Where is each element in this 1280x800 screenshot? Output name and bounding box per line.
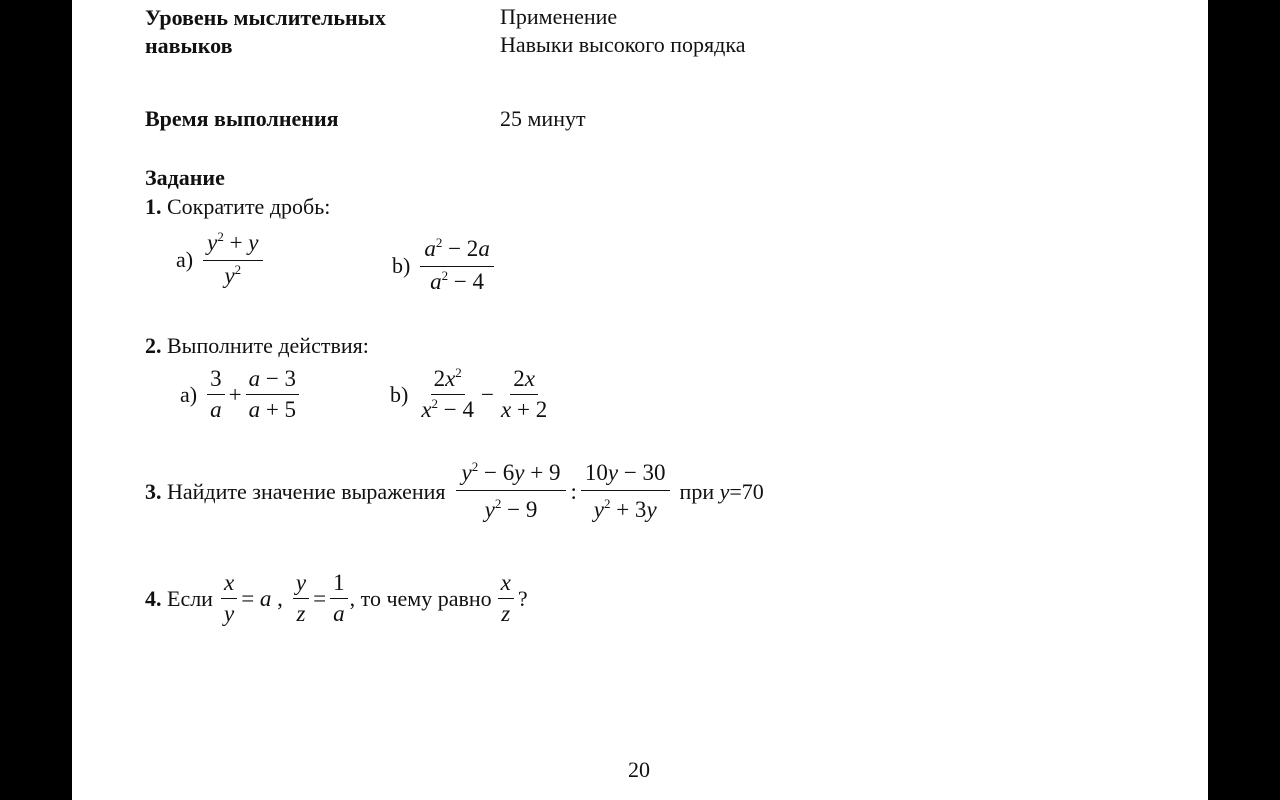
fraction: $\frac{a^2 - 2a}{a^2 - 4}$ — [420, 236, 493, 295]
fraction: $\frac{x}{z}$ — [498, 570, 514, 627]
question-2b: b) $\frac{2x^2}{x^2 - 4}$ − $\frac{2x}{x + 2}$ — [390, 366, 550, 423]
time-label: Время выполнения — [145, 106, 339, 131]
skill-level-label: Уровень мыслительных навыков — [145, 5, 386, 58]
fraction: $\frac{a - 3}{a + 5}$ — [246, 366, 299, 423]
question-3-suffix: при y=70 — [679, 478, 764, 504]
document-page — [72, 0, 1208, 800]
skill-level-value: Применение Навыки высокого порядка — [500, 4, 746, 57]
fraction: $\frac{1}{a}$ — [330, 570, 348, 627]
question-4-text: 4. Если — [145, 585, 213, 611]
question-2-text: 2. Выполните действия: — [145, 333, 369, 358]
question-1b — [392, 236, 494, 295]
item-label: a) — [176, 246, 194, 272]
question-4-middle: , то чему равно — [349, 585, 492, 611]
question-1a — [176, 230, 263, 289]
item-label: a) — [180, 381, 198, 407]
page-number: 20 — [628, 757, 650, 782]
question-2a: a) $\frac{3}{a}$ + $\frac{a - 3}{a + 5}$ — [180, 366, 299, 423]
task-heading: Задание — [145, 165, 225, 190]
fraction: $\frac{2x}{x + 2}$ — [501, 366, 548, 422]
fraction: $\frac{3}{a}$ — [207, 366, 225, 423]
fraction: $\frac{y}{z}$ — [293, 570, 309, 627]
item-label: b) — [390, 381, 409, 407]
fraction: $\frac{x}{y}$ — [221, 570, 237, 627]
question-3: 3. Найдите значение выражения $\frac{y^2 - 6y + 9}{y^2 - 9}$ : $\frac{10y - 30}{y^2 + 3y}$ при y=70 — [145, 459, 764, 522]
question-4-end: ? — [517, 585, 528, 611]
fraction: $\frac{y^2 - 6y + 9}{y^2 - 9}$ — [456, 460, 567, 523]
item-label: b) — [392, 252, 411, 278]
fraction: $\frac{y^2 + y}{y^2}$ — [203, 230, 262, 289]
fraction: $\frac{2x^2}{x^2 - 4}$ — [421, 365, 475, 422]
fraction: $\frac{10y - 30}{y^2 + 3y}$ — [581, 460, 670, 523]
question-4: 4. Если $\frac{x}{y}$ = a , $\frac{y}{z}$ = $\frac{1}{a}$ , то чему равно $\frac{x}{z}$ ? — [145, 570, 528, 626]
question-3-text: 3. Найдите значение выражения — [145, 478, 446, 504]
question-1-text: 1. Сократите дробь: — [145, 194, 331, 219]
time-value: 25 минут — [500, 106, 586, 131]
